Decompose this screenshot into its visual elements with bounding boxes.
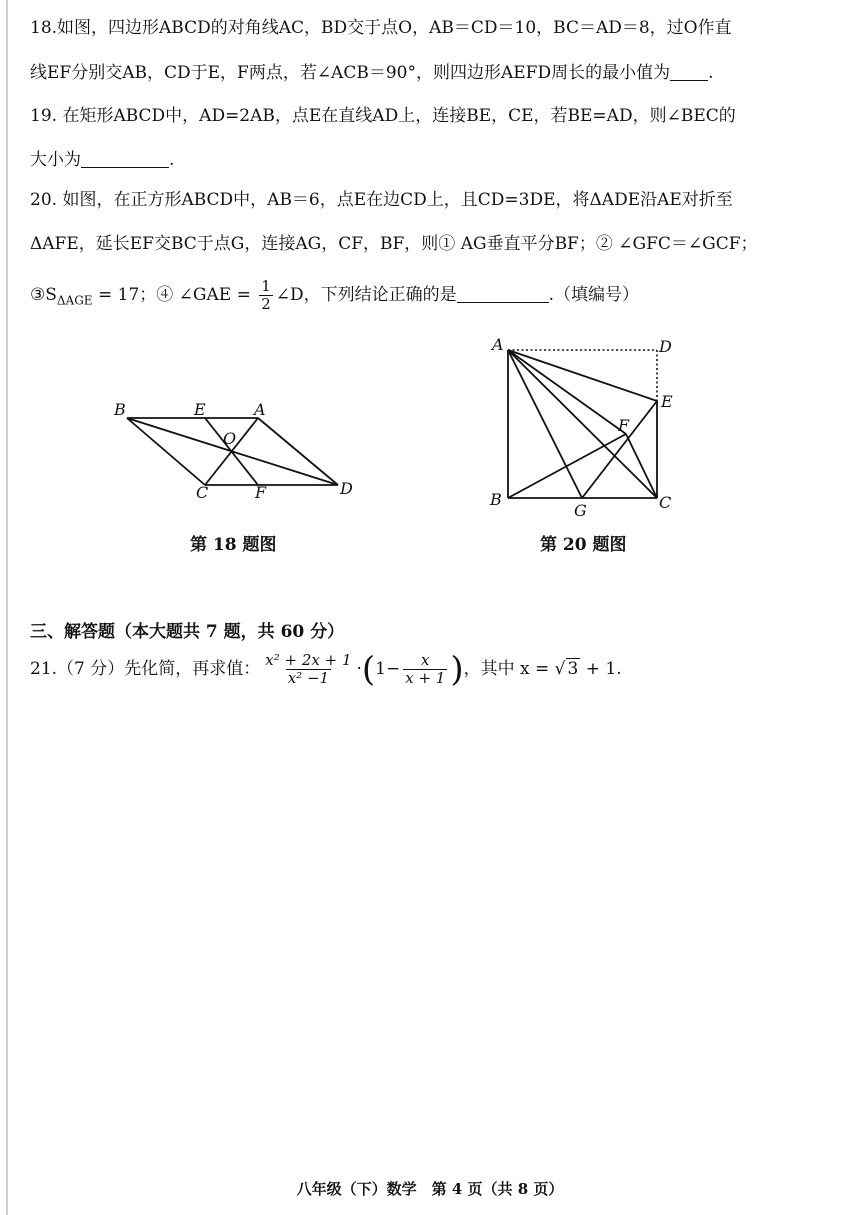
q21-fraction-1: $\frac{\text{x² + 2x + 1}}{\text{x² −1}}$ <box>265 651 352 687</box>
q20-line1: 20. 如图，在正方形ABCD中，AB＝6，点E在边CD上，且CD=3DE，将ΔADE沿AE对折至 <box>30 190 733 210</box>
q21-fraction-2: $\frac{x}{x + 1}$ <box>405 651 446 687</box>
section-title: 三、解答题（本大题共 7 题，共 60 分） <box>30 622 345 642</box>
figure-20-caption: 第 20 题图 <box>540 535 627 555</box>
fig20-label-A: A <box>492 335 504 354</box>
fig18-label-A: A <box>254 400 266 419</box>
q20-line2: ΔAFE，延长EF交BC于点G，连接AG，CF，BF，则① AG垂直平分BF；② ∠GFC＝∠GCF； <box>30 234 758 254</box>
q18-answer-blank <box>670 62 708 81</box>
q18-line2: 线EF分别交AB，CD于E，F两点，若∠ACB＝90°，则四边形AEFD周长的最小值为 . <box>30 63 714 83</box>
half-fraction: $\frac{1}{2}$ <box>261 277 271 313</box>
fig20-label-G: G <box>574 501 587 520</box>
q19-line1: 19. 在矩形ABCD中，AD=2AB，点E在直线AD上，连接BE，CE，若BE=AD，则∠BEC的 <box>30 106 736 126</box>
fig18-label-D: D <box>340 479 353 498</box>
fig18-label-F: F <box>255 483 267 502</box>
fig20-label-E: E <box>661 392 673 411</box>
fig20-label-F: F <box>618 416 630 435</box>
q19-line2: 大小为 . <box>30 150 175 170</box>
fig18-label-O: O <box>223 429 237 448</box>
q21-line: 21.（7 分）先化简，再求值： $\frac{\text{x² + 2x + 1}}{\text{x² −1}}$ ·(1− $\frac{x}{x + 1}$ )，其中 x = √ 3 + 1. <box>30 649 622 690</box>
q20-line3: $③S_{\Delta AGE} = 17$；④ ∠GAE = $\frac{1}{2}$ ∠D，下列结论正确的是 .（填编号） <box>30 277 640 313</box>
figure-20-square <box>480 330 690 525</box>
fig20-label-B: B <box>490 490 502 509</box>
fig18-label-E: E <box>194 400 206 419</box>
fig18-label-B: B <box>114 400 126 419</box>
q19-answer-blank <box>81 149 169 168</box>
figure-18-caption: 第 18 题图 <box>190 535 277 555</box>
fig20-label-D: D <box>659 337 672 356</box>
fig18-label-C: C <box>196 483 209 502</box>
page-edge <box>6 0 8 1215</box>
figure-18-parallelogram <box>100 390 370 505</box>
fig20-label-C: C <box>659 493 672 512</box>
page-footer: 八年级（下）数学 第 4 页（共 8 页） <box>296 1180 564 1198</box>
q20-answer-blank <box>457 284 549 303</box>
q18-line1: 18.如图，四边形ABCD的对角线AC，BD交于点O，AB＝CD＝10，BC＝AD＝8，过O作直 <box>30 18 732 38</box>
